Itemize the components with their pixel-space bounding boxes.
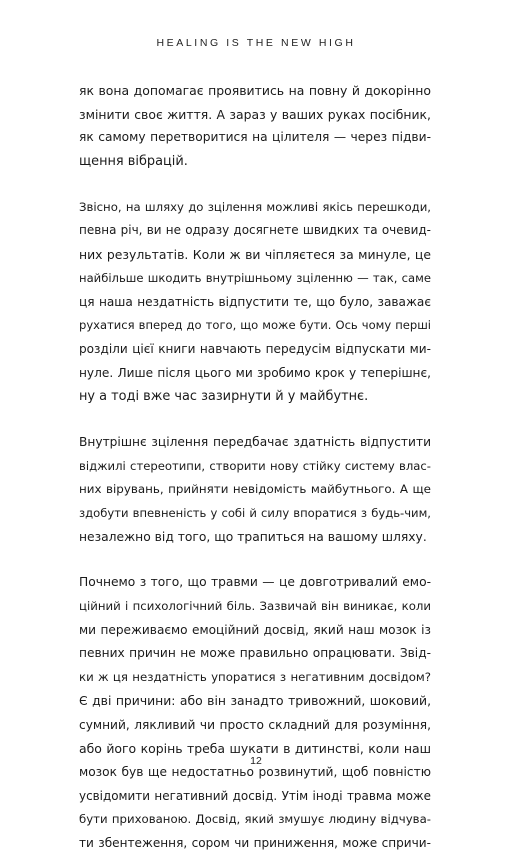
paragraph (79, 571, 431, 855)
text-line: мозок був ще недостатньо розвинутий, щоб повністю (79, 764, 431, 779)
paragraph (79, 196, 431, 409)
text-line: них вірувань, прийняти невідомість майбутнього. А ще (79, 482, 431, 497)
text-line: ну а тоді вже час зазирнути й у майбутнє. (79, 389, 369, 405)
paragraph-gap (79, 549, 431, 571)
text-line: них результатів. Коли ж ви чіпляєтеся за минуле, це (79, 247, 431, 263)
text-line: сумний, лякливий чи просто складний для розуміння, (79, 717, 431, 732)
paragraph-gap (79, 174, 431, 196)
paragraph-gap (79, 409, 431, 431)
text-line: Почнемо з того, що травми — це довготривалий емо- (79, 575, 431, 590)
paragraph (79, 79, 431, 174)
text-line: щення вібрацій. (79, 154, 188, 170)
text-line: як вона допомагає проявитись на повну й докорінно (79, 83, 431, 98)
text-line: змінити своє життя. А зараз у ваших руках посібник, (79, 106, 431, 122)
text-line: розділи цієї книги навчають передусім відпускати ми- (79, 341, 431, 356)
text-line: Є дві причини: або він занадто тривожний, шоковий, (79, 693, 431, 708)
text-line: усвідомити негативний досвід. Утім іноді травма може (79, 788, 431, 803)
text-line: Внутрішнє зцілення передбачає здатність відпустити (79, 434, 431, 449)
text-line: рухатися вперед до того, що може бути. Ось чому перші (79, 318, 431, 333)
text-line: нуле. Лише після цього ми зробимо крок у теперішнє, (79, 365, 431, 380)
text-line: ти збентеження, сором чи приниження, може спричи- (79, 835, 431, 850)
text-line: незалежно від того, що трапиться на вашому шляху. (79, 529, 427, 544)
text-line: певна річ, ви не одразу досягнете швидких та очевид- (79, 223, 431, 238)
text-line: бути прихованою. Досвід, який змушує людину відчува- (79, 812, 431, 827)
running-header: HEALING IS THE NEW HIGH (156, 37, 356, 49)
text-line: найбільше шкодить внутрішньому зціленню — так, саме (79, 270, 431, 285)
text-line: або його корінь треба шукати в дитинстві, коли наш (79, 741, 431, 757)
text-line: ми переживаємо емоційний досвід, який наш мозок із (79, 622, 431, 637)
page-number: 12 (250, 755, 262, 767)
text-line: ця наша нездатність відпустити те, що було, заважає (79, 294, 431, 309)
text-line: ки ж ця нездатність упоратися з негативним досвідом? (79, 670, 431, 685)
text-line: Звісно, на шляху до зцілення можливі якісь перешкоди, (79, 199, 431, 214)
text-line: як самому перетворитися на цілителя — через підви- (79, 130, 431, 145)
text-line: здобути впевненість у собі й силу впоратися з будь-чим, (79, 506, 431, 520)
body-text (79, 79, 431, 856)
text-line: віджилі стереотипи, створити нову стійку систему влас- (79, 458, 431, 473)
paragraph (79, 431, 431, 549)
text-line: певних причин не може правильно опрацювати. Звід- (79, 646, 431, 661)
text-line: ційний і психологічний біль. Зазвичай він виникає, коли (79, 599, 431, 614)
